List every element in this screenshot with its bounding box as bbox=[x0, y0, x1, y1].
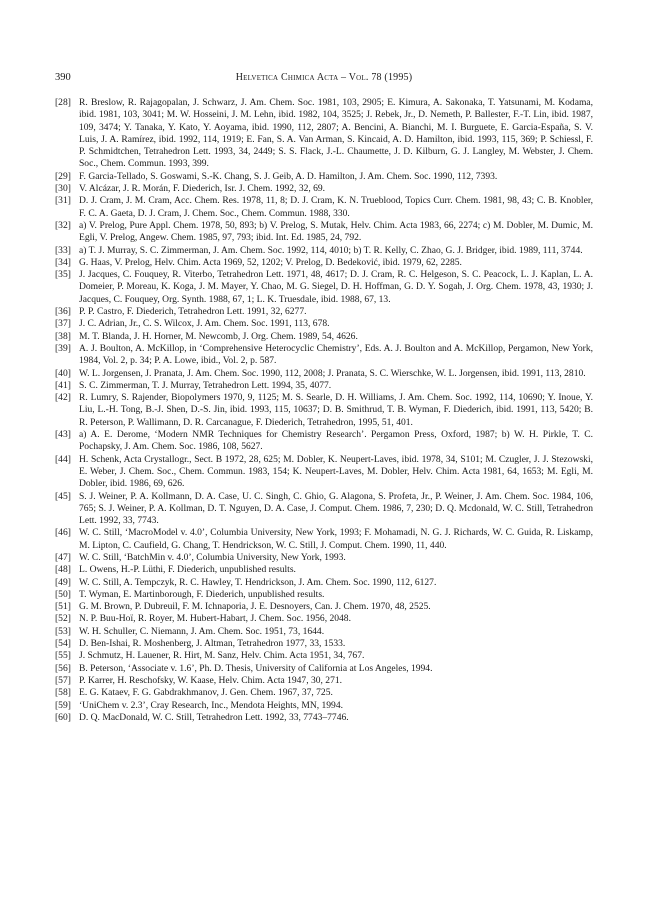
reference-text: A. J. Boulton, A. McKillop, in ‘Comprehensive Heterocyclic Chemistry’, Eds. A. J. Boulton and A. McKillop, Pergamon, New York, 1984, Vol. 2, p. 34; P. A. Lowe, ibid., Vol. 2, p. 587. bbox=[79, 342, 593, 367]
reference-text: E. G. Kataev, F. G. Gabdrakhmanov, J. Gen. Chem. 1967, 37, 725. bbox=[79, 687, 333, 699]
reference-item bbox=[55, 564, 593, 576]
reference-number: [54] bbox=[55, 638, 71, 650]
reference-number: [32] bbox=[55, 219, 71, 231]
reference-text: W. H. Schuller, C. Niemann, J. Am. Chem. Soc. 1951, 73, 1644. bbox=[79, 625, 325, 637]
reference-number: [37] bbox=[55, 318, 71, 330]
reference-item bbox=[55, 269, 593, 306]
reference-number: [57] bbox=[55, 674, 71, 686]
reference-text: R. Lumry, S. Rajender, Biopolymers 1970, 9, 1125; M. S. Searle, D. H. Williams, J. Am. Chem. Soc. 1992, 114, 10690; Y. Inoue, Y. Liu, L.-H. Tong, B.-J. Shen, D.-S. Jin, ibid. 1993, 115, 10637; D. B. Smithrud, T. B. Wyman, F. Diederich, ibid. 1991, 113, 5420; B. R. Peterson, P. Wallimann, D. R. Carcanague, F. Diederich, Tetrahedron, 1995, 51, 401. bbox=[79, 392, 593, 428]
reference-list bbox=[55, 97, 593, 724]
reference-item bbox=[55, 700, 593, 712]
reference-item bbox=[55, 429, 593, 454]
reference-item bbox=[55, 687, 593, 699]
reference-item bbox=[55, 577, 593, 589]
reference-text: G. M. Brown, P. Dubreuil, F. M. Ichnaporia, J. E. Desnoyers, Can. J. Chem. 1970, 48, 2525. bbox=[79, 601, 431, 613]
reference-number: [43] bbox=[55, 429, 71, 441]
reference-number: [41] bbox=[55, 379, 71, 391]
reference-text: N. P. Buu-Hoï, R. Royer, M. Hubert-Habart, J. Chem. Soc. 1956, 2048. bbox=[79, 613, 351, 625]
reference-text: L. Owens, H.-P. Lüthi, F. Diederich, unpublished results. bbox=[79, 564, 296, 576]
reference-number: [51] bbox=[55, 601, 71, 613]
reference-item bbox=[55, 97, 593, 171]
reference-number: [30] bbox=[55, 183, 71, 195]
reference-item bbox=[55, 712, 593, 724]
reference-text: a) A. E. Derome, ‘Modern NMR Techniques for Chemistry Research’. Pergamon Press, Oxford, 1987; b) W. H. Pirkle, T. C. Pochapsky, J. Am. Chem. Soc. 1986, 108, 5627. bbox=[79, 429, 593, 453]
running-title: Helvetica Chimica Acta – Vol. 78 (1995) bbox=[235, 72, 413, 83]
reference-item bbox=[55, 220, 593, 245]
reference-number: [59] bbox=[55, 699, 71, 711]
reference-item bbox=[55, 650, 593, 662]
reference-text: a) V. Prelog, Pure Appl. Chem. 1978, 50, 893; b) V. Prelog, S. Mutak, Helv. Chim. Acta 1983, 66, 2274; c) M. Dobler, M. Dumic, M. Egli, V. Prelog, Angew. Chem. 1985, 97, 793; ibid. Int. Ed. 1985, 24, 792. bbox=[79, 219, 593, 244]
reference-number: [35] bbox=[55, 269, 71, 281]
reference-number: [55] bbox=[55, 650, 71, 662]
reference-text: H. Schenk, Acta Crystallogr., Sect. B 1972, 28, 625; M. Dobler, K. Neupert-Laves, ibid. 1978, 34, S101; M. Czugler, J. J. Stezowski, E. Weber, J. Chem. Soc., Chem. Commun. 1983, 154; K. Neupert-Laves, M. Dobler, Helv. Chim. Acta 1981, 64, 1653; M. Egli, M. Dobler, ibid. 1986, 69, 626. bbox=[79, 453, 593, 490]
reference-text: ‘UniChem v. 2.3’, Cray Research, Inc., Mendota Heights, MN, 1994. bbox=[79, 699, 343, 711]
reference-item bbox=[55, 601, 593, 613]
reference-item bbox=[55, 318, 593, 330]
reference-number: [56] bbox=[55, 662, 71, 674]
reference-number: [36] bbox=[55, 306, 71, 318]
reference-item bbox=[55, 331, 593, 343]
reference-number: [28] bbox=[55, 97, 71, 108]
reference-item bbox=[55, 245, 593, 257]
reference-text: S. C. Zimmerman, T. J. Murray, Tetrahedron Lett. 1994, 35, 4077. bbox=[79, 379, 332, 391]
reference-item bbox=[55, 454, 593, 491]
reference-text: D. Q. MacDonald, W. C. Still, Tetrahedron Lett. 1992, 33, 7743–7746. bbox=[79, 711, 349, 723]
reference-number: [34] bbox=[55, 256, 71, 268]
reference-text: J. Jacques, C. Fouquey, R. Viterbo, Tetrahedron Lett. 1971, 48, 4617; D. J. Cram, R. C. Helgeson, S. C. Peacock, L. J. Kaplan, L. A. Domeier, P. Moreau, K. Koga, J. M. Mayer, Y. Chao, M. G. Siegel, D. H. Hoffman, G. D. Y. Sogah, J. Org. Chem. 1978, 43, 1930; J. Jacques, C. Fouquey, Org. Synth. 1988, 67, 1; L. K. Truesdale, ibid. 1988, 67, 13. bbox=[79, 269, 593, 305]
reference-number: [42] bbox=[55, 392, 71, 404]
reference-item bbox=[55, 589, 593, 601]
reference-number: [33] bbox=[55, 244, 71, 256]
reference-text: W. C. Still, A. Tempczyk, R. C. Hawley, T. Hendrickson, J. Am. Chem. Soc. 1990, 112, 6127. bbox=[79, 576, 437, 588]
reference-number: [38] bbox=[55, 330, 71, 342]
reference-number: [53] bbox=[55, 625, 71, 637]
reference-text: R. Breslow, R. Rajagopalan, J. Schwarz, J. Am. Chem. Soc. 1981, 103, 2905; E. Kimura, A. Sakonaka, T. Yatsunami, M. Kodama, ibid. 1981, 103, 3041; M. W. Hosseini, J. M. Lehn, ibid. 1982, 104, 3525; J. Rebek, Jr., D. Nemeth, P. Ballester, F.-T. Lin, ibid. 1987, 109, 3474; Y. Tanaka, Y. Kato, Y. Aoyama, ibid. 1990, 112, 2807; A. Bencini, A. Bianchi, M. I. Burguete, E. Garcia-España, S. V. Luis, J. A. Ramírez, ibid. 1992, 114, 1919; E. Fan, S. A. Van Arman, S. Kincaid, A. D. Hamilton, ibid. 1993, 115, 369; P. Schiessl, F. P. Schmidtchen, Tetrahedron Lett. 1993, 34, 2449; S. S. Flack, J.-L. Chaumette, J. D. Kilburn, G. J. Langley, M. Webster, J. Chem. Soc., Chem. Commun. 1993, 399. bbox=[79, 97, 593, 170]
reference-text: D. J. Cram, J. M. Cram, Acc. Chem. Res. 1978, 11, 8; D. J. Cram, K. N. Trueblood, Topics Curr. Chem. 1981, 98, 43; C. B. Knobler, F. C. A. Gaeta, D. J. Cram, J. Chem. Soc., Chem. Commun. 1988, 330. bbox=[79, 195, 593, 219]
reference-text: G. Haas, V. Prelog, Helv. Chim. Acta 1969, 52, 1202; V. Prelog, D. Bedeković, ibid. 1979, 62, 2285. bbox=[79, 256, 462, 268]
reference-item bbox=[55, 343, 593, 368]
reference-number: [46] bbox=[55, 527, 71, 539]
reference-item bbox=[55, 380, 593, 392]
reference-number: [39] bbox=[55, 342, 71, 354]
reference-text: D. Ben-Ishai, R. Moshenberg, J. Altman, Tetrahedron 1977, 33, 1533. bbox=[79, 638, 346, 650]
reference-number: [40] bbox=[55, 367, 71, 379]
reference-text: W. C. Still, ‘MacroModel v. 4.0’, Columbia University, New York, 1993; F. Mohamadi, N. G. J. Richards, W. C. Guida, R. Liskamp, M. Lipton, C. Caufield, G. Chang, T. Hendrickson, W. C. Still, J. Comput. Chem. 1990, 11, 440. bbox=[79, 527, 593, 551]
reference-item bbox=[55, 613, 593, 625]
reference-text: B. Peterson, ‘Associate v. 1.6’, Ph. D. Thesis, University of California at Los Angeles, 1994. bbox=[79, 662, 433, 674]
reference-number: [29] bbox=[55, 170, 71, 182]
reference-item bbox=[55, 675, 593, 687]
page-number: 390 bbox=[55, 72, 71, 83]
reference-item bbox=[55, 392, 593, 429]
reference-number: [47] bbox=[55, 551, 71, 563]
reference-text: T. Wyman, E. Martinborough, F. Diederich, unpublished results. bbox=[79, 588, 325, 600]
reference-text: P. Karrer, H. Reschofsky, W. Kaase, Helv. Chim. Acta 1947, 30, 271. bbox=[79, 674, 342, 686]
reference-number: [44] bbox=[55, 453, 71, 465]
reference-item bbox=[55, 638, 593, 650]
reference-text: J. Schmutz, H. Lauener, R. Hirt, M. Sanz, Helv. Chim. Acta 1951, 34, 767. bbox=[79, 650, 365, 662]
reference-text: a) T. J. Murray, S. C. Zimmerman, J. Am. Chem. Soc. 1992, 114, 4010; b) T. R. Kelly, C. Zhao, G. J. Bridger, ibid. 1989, 111, 3744. bbox=[79, 244, 583, 256]
reference-text: J. C. Adrian, Jr., C. S. Wilcox, J. Am. Chem. Soc. 1991, 113, 678. bbox=[79, 318, 330, 330]
reference-text: V. Alcázar, J. R. Morán, F. Diederich, Isr. J. Chem. 1992, 32, 69. bbox=[79, 183, 326, 195]
reference-text: W. C. Still, ‘BatchMin v. 4.0’, Columbia University, New York, 1993. bbox=[79, 551, 346, 563]
reference-number: [60] bbox=[55, 711, 71, 723]
reference-item bbox=[55, 306, 593, 318]
reference-number: [31] bbox=[55, 195, 71, 207]
reference-item bbox=[55, 663, 593, 675]
reference-item bbox=[55, 257, 593, 269]
reference-item bbox=[55, 195, 593, 220]
reference-item bbox=[55, 527, 593, 552]
reference-item bbox=[55, 183, 593, 195]
reference-number: [48] bbox=[55, 564, 71, 576]
reference-text: S. J. Weiner, P. A. Kollmann, D. A. Case, U. C. Singh, C. Ghio, G. Alagona, S. Profeta, Jr., P. Weiner, J. Am. Chem. Soc. 1984, 106, 765; S. J. Weiner, P. A. Kollman, D. T. Nguyen, D. A. Case, J. Comput. Chem. 1986, 7, 230; D. Q. Mcdonald, W. C. Still, Tetrahedron Lett. 1992, 33, 7743. bbox=[79, 490, 593, 527]
reference-item bbox=[55, 552, 593, 564]
reference-number: [52] bbox=[55, 613, 71, 625]
reference-number: [45] bbox=[55, 490, 71, 502]
reference-text: F. Garcia-Tellado, S. Goswami, S.-K. Chang, S. J. Geib, A. D. Hamilton, J. Am. Chem. Soc. 1990, 112, 7393. bbox=[79, 170, 498, 182]
reference-item bbox=[55, 626, 593, 638]
reference-text: P. P. Castro, F. Diederich, Tetrahedron Lett. 1991, 32, 6277. bbox=[79, 306, 307, 318]
reference-item bbox=[55, 171, 593, 183]
reference-number: [49] bbox=[55, 576, 71, 588]
reference-text: W. L. Jorgensen, J. Pranata, J. Am. Chem. Soc. 1990, 112, 2008; J. Pranata, S. C. Wierschke, W. L. Jorgensen, ibid. 1991, 113, 2810. bbox=[79, 367, 586, 379]
reference-number: [58] bbox=[55, 687, 71, 699]
reference-item bbox=[55, 368, 593, 380]
reference-number: [50] bbox=[55, 588, 71, 600]
reference-item bbox=[55, 491, 593, 528]
reference-text: M. T. Blanda, J. H. Horner, M. Newcomb, J. Org. Chem. 1989, 54, 4626. bbox=[79, 330, 358, 342]
